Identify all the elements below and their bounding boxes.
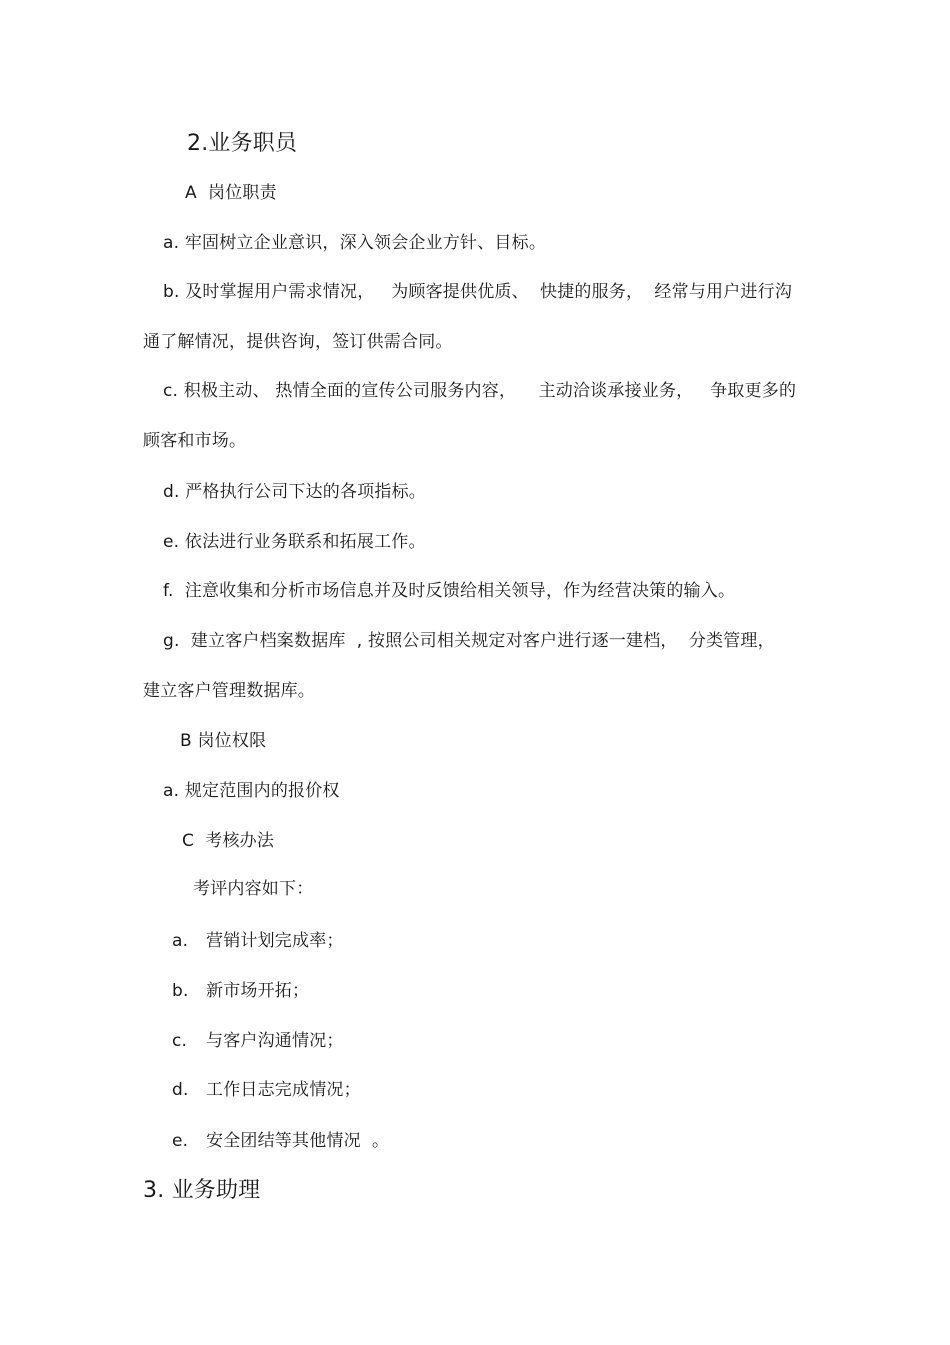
subsection-a-title: A 岗位职责 [185, 183, 277, 203]
subsection-b-title: B 岗位权限 [180, 731, 267, 751]
subsection-c-title: C 考核办法 [182, 831, 275, 851]
duty-item-g: g. 建立客户档案数据库 , 按照公司相关规定对客户进行逐一建档， 分类管理， [163, 631, 775, 651]
evaluation-item-text: 安全团结等其他情况 。 [206, 1131, 390, 1151]
section-heading-2: 2.业务职员 [187, 131, 298, 156]
duty-item-c-cont: 顾客和市场。 [143, 431, 247, 451]
section-heading-3: 3. 业务助理 [143, 1178, 261, 1203]
duty-item-b: b. 及时掌握用户需求情况， 为顾客提供优质、 快捷的服务， 经常与用户进行沟 [163, 282, 793, 302]
evaluation-item-marker: a. [172, 931, 189, 951]
evaluation-item-text: 工作日志完成情况； [206, 1080, 361, 1100]
evaluation-item-marker: b. [172, 981, 189, 1001]
evaluation-intro: 考评内容如下： [193, 879, 314, 899]
duty-item-c: c. 积极主动、 热情全面的宣传公司服务内容， 主动洽谈承接业务， 争取更多的 [163, 381, 797, 401]
duty-item-f: f. 注意收集和分析市场信息并及时反馈给相关领导，作为经营决策的输入。 [163, 581, 736, 601]
duty-item-g-cont: 建立客户管理数据库。 [143, 681, 315, 701]
evaluation-item-text: 与客户沟通情况； [206, 1031, 344, 1051]
evaluation-item-text: 营销计划完成率； [206, 931, 344, 951]
duty-item-b-cont: 通了解情况，提供咨询，签订供需合同。 [143, 332, 453, 352]
duty-item-d: d. 严格执行公司下达的各项指标。 [163, 482, 426, 502]
evaluation-item-text: 新市场开拓； [206, 981, 310, 1001]
authority-item-a: a. 规定范围内的报价权 [163, 781, 340, 801]
duty-item-a: a. 牢固树立企业意识，深入领会企业方针、目标。 [163, 233, 547, 253]
evaluation-item-marker: c. [172, 1031, 188, 1051]
evaluation-item-marker: e. [172, 1131, 189, 1151]
duty-item-e: e. 依法进行业务联系和拓展工作。 [163, 532, 426, 552]
evaluation-item-marker: d. [172, 1080, 189, 1100]
